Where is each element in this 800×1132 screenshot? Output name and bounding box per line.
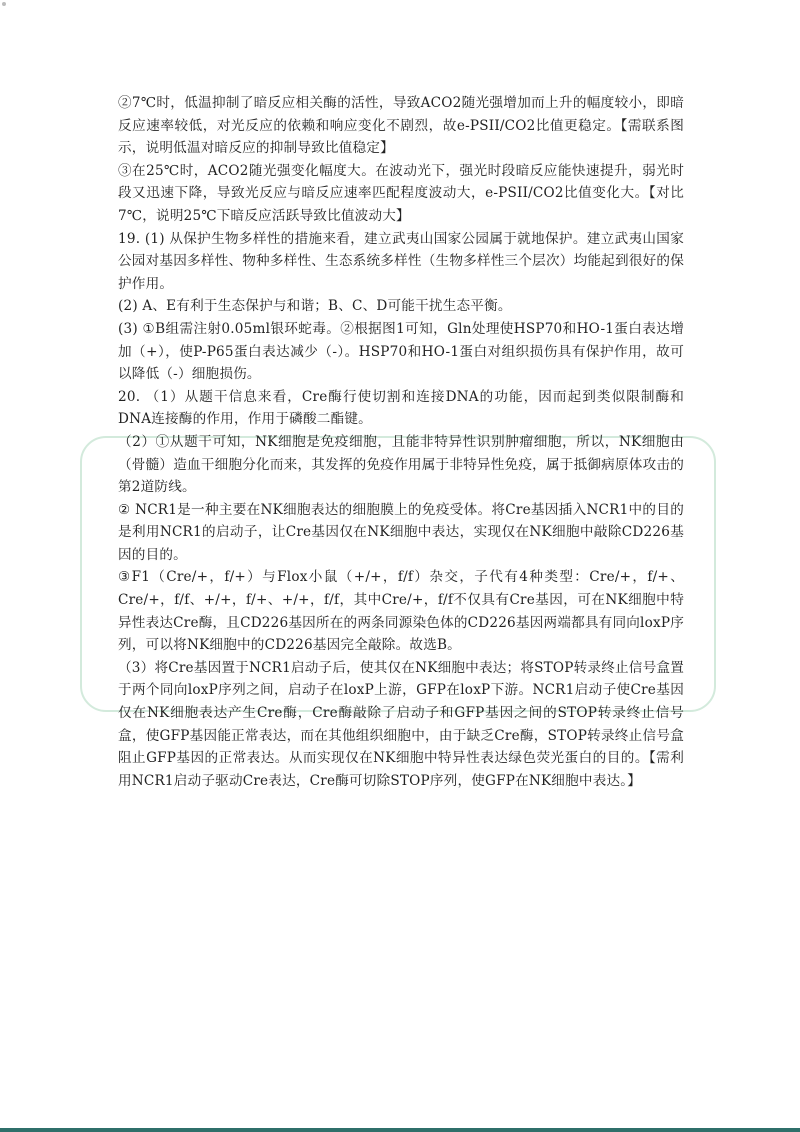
paragraph-20-3: （3）将Cre基因置于NCR1启动子后，使其仅在NK细胞中表达；将STOP转录终止信号盒置于两个同向loxP序列之间，启动子在loxP上游，GFP在loxP下游。NCR1启动子使Cre基因仅在NK细胞表达产生Cre酶，Cre酶敲除了启动子和GFP基因之间的STOP转录终止信号盒，使GFP基因能正常表达，而在其他组织细胞中，由于缺乏Cre酶，STOP转录终止信号盒阻止GFP基因的正常表达。从而实现仅在NK细胞中特异性表达绿色荧光蛋白的目的。【需利用NCR1启动子驱动Cre表达，Cre酶可切除STOP序列，使GFP在NK细胞中表达。】 [118,659,684,789]
answer-text-body [118,92,684,792]
paragraph-18-2: ②7℃时，低温抑制了暗反应相关酶的活性，导致ACO2随光强增加而上升的幅度较小，即暗反应速率较低，对光反应的依赖和响应变化不剧烈，故e-PSII/CO2比值更稳定。【需联系图示，说明低温对暗反应的抑制导致比值稳定】 [118,95,684,157]
paragraph-20-2-c: ③F1（Cre/+，f/+）与Flox小鼠（+/+，f/f）杂交，子代有4种类型：Cre/+，f/+、Cre/+，f/f、+/+，f/+、+/+，f/f，其中Cre/+，f/f不仅具有Cre基因，可在NK细胞中特异性表达Cre酶，且CD226基因所在的两条同源染色体的CD226基因两端都具有同向loxP序列，可以将NK细胞中的CD226基因完全敲除。故选B。 [118,569,684,654]
paragraph-19-3: (3) ①B组需注射0.05ml银环蛇毒。②根据图1可知，Gln处理使HSP70和HO-1蛋白表达增加（+），使P-P65蛋白表达减少（-）。HSP70和HO-1蛋白对组织损伤具有保护作用，故可以降低（-）细胞损伤。 [118,320,684,383]
paragraph-20-2-b: ② NCR1是一种主要在NK细胞表达的细胞膜上的免疫受体。将Cre基因插入NCR1中的目的是利用NCR1的启动子，让Cre基因仅在NK细胞中表达，实现仅在NK细胞中敲除CD226基因的目的。 [118,501,684,563]
footer-rule [0,1128,800,1132]
paragraph-19-2: (2) A、E有利于生态保护与和谐；B、C、D可能干扰生态平衡。 [118,298,512,315]
paragraph-20-1: 20. （1）从题干信息来看，Cre酶行使切割和连接DNA的功能，因而起到类似限制酶和DNA连接酶的作用，作用于磷酸二酯键。 [118,388,684,428]
paragraph-18-3: ③在25℃时，ACO2随光强变化幅度大。在波动光下，强光时段暗反应能快速提升，弱光时段又迅速下降，导致光反应与暗反应速率匹配程度波动大，e-PSII/CO2比值变化大。【对比7℃，说明25℃下暗反应活跃导致比值波动大】 [118,162,684,224]
corner-dot [2,2,6,6]
paragraph-19-1: 19. (1) 从保护生物多样性的措施来看，建立武夷山国家公园属于就地保护。建立武夷山国家公园对基因多样性、物种多样性、生态系统多样性（生物多样性三个层次）均能起到很好的保护作用。 [118,230,684,292]
paragraph-20-2-a: （2）①从题干可知，NK细胞是免疫细胞，且能非特异性识别肿瘤细胞，所以，NK细胞由（骨髓）造血干细胞分化而来，其发挥的免疫作用属于非特异性免疫，属于抵御病原体攻击的第2道防线。 [118,433,684,496]
